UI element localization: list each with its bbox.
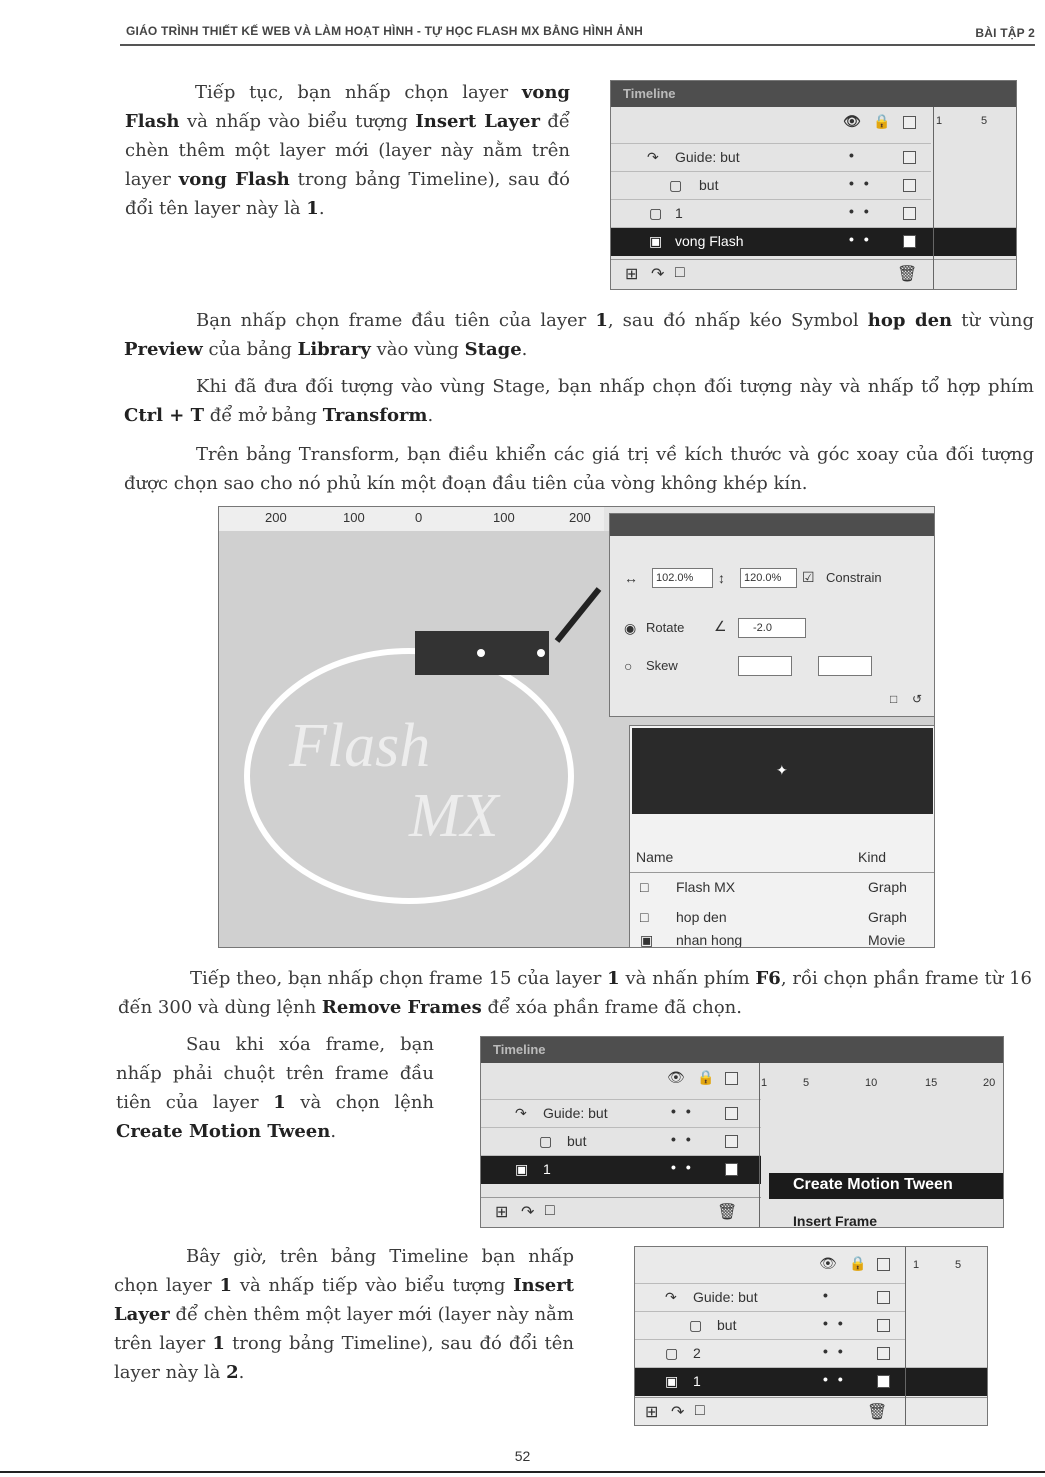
timeline-panel-1: Timeline 👁 🔒 1 5 ↷ Guide: but • ▢ but •• ▢ 1 •• ▣ vong Flash •• ⊞ ↷ □ 🗑 [610,80,1017,290]
layer-icon: ▢ [539,1133,553,1149]
paragraph-6: Sau khi xóa frame, bạn nhấp phải chuột trên frame đầu tiên của layer 1 và chọn lệnh Create Motion Tween. [116,1034,434,1142]
layer-icon: ▢ [665,1345,679,1361]
skew-h-input[interactable] [738,656,792,676]
height-input[interactable]: 120.0% [740,568,797,588]
eye-icon[interactable]: 👁 [667,1069,685,1085]
rotate-radio[interactable]: ◉ [624,620,637,636]
header-title: GIÁO TRÌNH THIẾT KẾ WEB VÀ LÀM HOẠT HÌNH - TỰ HỌC FLASH MX BẰNG HÌNH ẢNH [126,24,643,38]
layer-row-guide[interactable]: ↷ Guide: but • [611,143,931,172]
layer-row-1[interactable]: ▣ 1 •• [635,1367,987,1396]
layer-row-but[interactable]: ▢ but •• [611,171,931,200]
layer-row-but[interactable]: ▢ but •• [481,1127,761,1156]
timeline-titlebar: Timeline [611,81,1016,107]
layer-icon: ▣ [515,1161,529,1177]
height-scale-icon: ↕ [718,570,725,586]
lock-icon[interactable]: 🔒 [697,1069,715,1085]
outline-icon[interactable] [903,116,916,129]
horizontal-ruler: 200 100 0 100 200 [219,507,604,532]
outline-icon[interactable] [877,1258,890,1271]
graphic-symbol-icon: □ [640,909,649,925]
paragraph-5: Tiếp theo, bạn nhấp chọn frame 15 của layer 1 và nhấn phím F6, rồi chọn phần frame từ 16 đến 300 và dùng lệnh Remove Frames để xóa phần frame đã chọn. [118,968,1032,1018]
layer-icon: ▢ [689,1317,703,1333]
rotate-label: Rotate [646,620,685,635]
skew-label: Skew [646,658,678,673]
movie-clip-icon: ▣ [640,932,654,948]
running-header [120,22,1035,46]
layer-row-vong-flash[interactable]: ▣ vong Flash •• [611,227,1016,256]
library-item[interactable]: □ Flash MX Graph [640,879,907,895]
header-lesson: BÀI TẬP 2 [975,26,1035,40]
timeline-panel-3: 👁 🔒 1 5 ↷ Guide: but • ▢ but •• ▢ 2 •• ▣ 1 •• ⊞ ↷ □ 🗑 [634,1246,988,1426]
insert-layer-icon[interactable]: ⊞ [645,1404,659,1421]
layer-header [635,1251,905,1277]
bottom-rule [0,1471,1045,1473]
timeline-titlebar: Timeline [481,1037,1003,1063]
skew-radio[interactable]: ○ [624,658,633,674]
eye-icon[interactable]: 👁 [819,1255,837,1271]
library-item[interactable]: □ hop den Graph [640,909,907,925]
reset-transform-icon[interactable]: ↺ [912,692,923,706]
graphic-symbol-icon: □ [640,879,649,895]
timeline-toolbar [481,1197,761,1228]
guide-layer-icon: ↷ [647,149,659,165]
lock-icon[interactable]: 🔒 [873,113,891,129]
layer-header [481,1065,761,1091]
layer-icon: ▢ [669,177,683,193]
paragraph-2: Bạn nhấp chọn frame đầu tiên của layer 1, sau đó nhấp kéo Symbol hop den từ vùng Preview của bảng Library vào vùng Stage. [124,310,1034,360]
context-menu-insert-frame[interactable]: Insert Frame [793,1213,878,1228]
paragraph-7: Bây giờ, trên bảng Timeline bạn nhấp chọn layer 1 và nhấp tiếp vào biểu tượng Insert Layer để chèn thêm một layer mới (layer này nằm trên layer 1 trong bảng Timeline), sau đó đổi tên layer này là 2. [114,1246,574,1383]
transform-panel [609,513,935,717]
trash-icon[interactable]: 🗑 [897,266,918,283]
paragraph-1: Tiếp tục, bạn nhấp chọn layer vong Flash và nhấp vào biểu tượng Insert Layer để chèn thêm một layer mới (layer này nằm trên layer vong Flash trong bảng Timeline), sau đó đổi tên layer này là 1. [125,82,571,219]
layer-row-1[interactable]: ▢ 1 •• [611,199,931,228]
library-item[interactable]: ▣ nhan hong Movie [640,932,906,948]
insert-folder-icon[interactable]: □ [695,1402,705,1419]
library-preview [632,728,933,814]
layer-row-2[interactable]: ▢ 2 •• [635,1339,905,1368]
copy-transform-icon[interactable]: □ [890,692,898,706]
guide-layer-icon: ↷ [665,1289,677,1305]
timeline-toolbar [635,1397,987,1426]
layer-row-1[interactable]: ▣ 1 •• [481,1155,761,1184]
context-menu-create-motion-tween[interactable]: Create Motion Tween [769,1173,1003,1199]
lock-icon[interactable]: 🔒 [849,1255,867,1271]
rotation-point [537,649,545,657]
layer-icon: ▢ [649,205,663,221]
timeline-toolbar [611,259,1016,290]
add-guide-icon[interactable]: ↷ [671,1404,685,1421]
add-guide-icon[interactable]: ↷ [521,1204,535,1221]
paragraph-4: Trên bảng Transform, bạn điều khiển các giá trị về kích thước và góc xoay của đối tượng được chọn sao cho nó phủ kín một đoạn đầu tiên của vòng không khép kín. [124,444,1034,494]
insert-folder-icon[interactable]: □ [545,1202,555,1219]
trash-icon[interactable]: 🗑 [717,1204,738,1221]
insert-layer-icon[interactable]: ⊞ [495,1204,509,1221]
constrain-label: Constrain [826,570,882,585]
rotate-input[interactable]: -2.0 [738,618,806,638]
layer-icon: ▣ [649,233,663,249]
preview-crosshair-icon: ✦ [776,762,788,778]
layer-row-guide[interactable]: ↷ Guide: but • [635,1283,905,1312]
scale-icon: ↔ [624,570,638,586]
guide-layer-icon: ↷ [515,1105,527,1121]
stage-text-flash: Flash [289,712,431,780]
eye-icon[interactable]: 👁 [843,113,861,129]
registration-point [477,649,485,657]
layer-icon: ▣ [665,1373,679,1389]
trash-icon[interactable]: 🗑 [867,1404,888,1421]
pen-tool-icon [557,589,599,641]
width-input[interactable]: 102.0% [652,568,713,588]
transform-titlebar [610,514,935,536]
skew-v-input[interactable] [818,656,872,676]
angle-icon: ∠ [714,618,727,634]
stage-text-mx: MX [409,782,499,850]
timeline-panel-2: Timeline 👁 🔒 1 5 10 15 20 ↷ Guide: but •• ▢ but •• ▣ 1 •• ⊞ ↷ □ 🗑 Create Motion Tween Insert Frame [480,1036,1004,1228]
stage-screenshot [218,506,935,948]
outline-icon[interactable] [725,1072,738,1085]
insert-folder-icon[interactable]: □ [675,264,685,281]
paragraph-3: Khi đã đưa đối tượng vào vùng Stage, bạn nhấp chọn đối tượng này và nhấp tổ hợp phím Ctrl + T để mở bảng Transform. [124,376,1034,426]
library-panel [629,725,935,948]
layer-row-guide[interactable]: ↷ Guide: but •• [481,1099,761,1128]
library-header: Name Kind [630,842,935,873]
insert-layer-icon[interactable]: ⊞ [625,266,639,283]
add-guide-icon[interactable]: ↷ [651,266,665,283]
constrain-checkbox[interactable]: ☑ [802,569,815,585]
layer-row-but[interactable]: ▢ but •• [635,1311,905,1340]
layer-header [611,109,931,135]
page-number: 52 [514,1448,531,1464]
